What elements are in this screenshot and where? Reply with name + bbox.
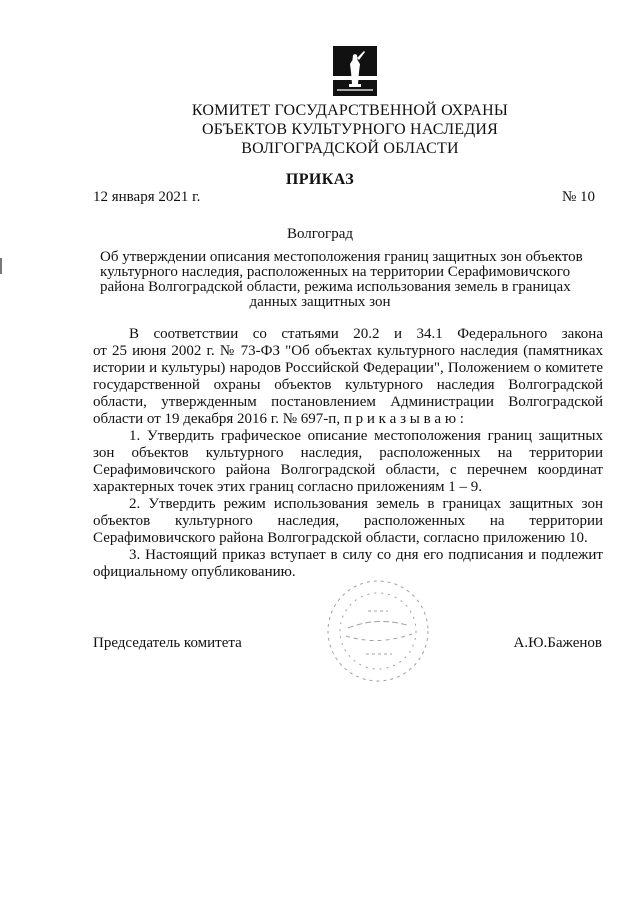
subject-line: Об утверждении описания местоположения границ защитных зон объектов bbox=[100, 249, 583, 265]
signature-name: А.Ю.Баженов bbox=[513, 635, 602, 651]
official-seal-stamp-icon bbox=[318, 576, 438, 686]
committee-line: КОМИТЕТ ГОСУДАРСТВЕННОЙ ОХРАНЫ bbox=[191, 102, 509, 119]
item1-line: характерных точек этих границ согласно приложениям 1 – 9. bbox=[93, 479, 482, 495]
subject-line: культурного наследия, расположенных на территории Серафимовичского bbox=[100, 264, 571, 280]
order-body bbox=[93, 326, 603, 581]
preamble-line: области, утвержденным постановлением Администрации Волгоградской bbox=[93, 394, 603, 410]
preamble-line: области от 19 декабря 2016 г. № 697-п, п р и к а з ы в а ю : bbox=[93, 411, 464, 427]
item2-line: Серафимовичского района Волгоградской области, согласно приложению 10. bbox=[93, 530, 588, 546]
preamble-line: В соответствии со статьями 20.2 и 34.1 Федерального закона bbox=[129, 326, 603, 342]
item1-line: 1. Утвердить графическое описание местоположения границ защитных bbox=[129, 428, 603, 444]
subject-line: данных защитных зон bbox=[249, 294, 391, 310]
city-name: Волгоград bbox=[286, 226, 353, 242]
preamble-line: от 25 июня 2002 г. № 73-ФЗ "Об объектах культурного наследия (памятниках bbox=[93, 343, 603, 359]
order-number: № 10 bbox=[561, 189, 595, 205]
item2-line: 2. Утвердить режим использования земель в границах защитных зон bbox=[129, 496, 603, 512]
order-subject bbox=[100, 249, 583, 310]
subject-line: района Волгоградской области, режима использования земель в границах bbox=[100, 279, 571, 295]
committee-line: ВОЛГОГРАДСКОЙ ОБЛАСТИ bbox=[241, 140, 459, 157]
item3-line: 3. Настоящий приказ вступает в силу со дня его подписания и подлежит bbox=[129, 547, 603, 563]
item1-line: Серафимовичского района Волгоградской области, с перечнем координат bbox=[93, 462, 603, 478]
item3-line: официальному опубликованию. bbox=[93, 564, 296, 580]
order-title: ПРИКАЗ bbox=[285, 171, 355, 188]
volgograd-coat-of-arms-icon bbox=[333, 46, 377, 96]
item1-line: зон объектов культурного наследия, расположенных на территории bbox=[93, 445, 603, 461]
committee-line: ОБЪЕКТОВ КУЛЬТУРНОГО НАСЛЕДИЯ bbox=[201, 121, 499, 138]
signature-role: Председатель комитета bbox=[93, 635, 242, 651]
order-date: 12 января 2021 г. bbox=[93, 189, 201, 205]
item2-line: объектов культурного наследия, расположенных на территории bbox=[93, 513, 603, 529]
preamble-line: истории и культуры) народов Российской Федерации", Положением о комитете bbox=[93, 360, 603, 376]
preamble-line: государственной охраны объектов культурного наследия Волгоградской bbox=[93, 377, 603, 393]
margin-scan-mark bbox=[0, 258, 2, 274]
committee-name bbox=[150, 101, 550, 158]
